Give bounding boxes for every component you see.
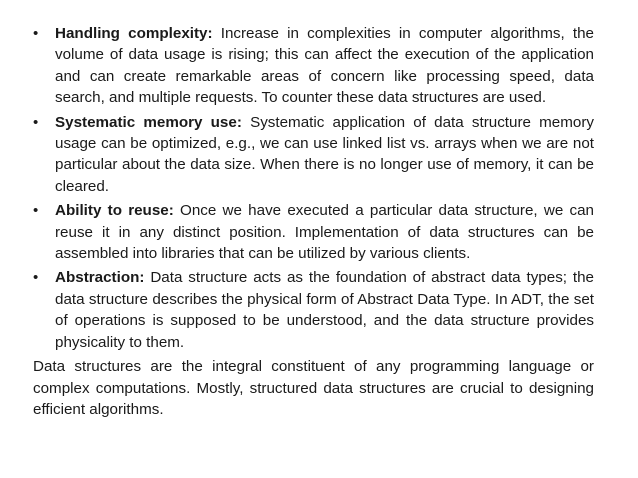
bullet-term: Ability to reuse: (55, 202, 174, 220)
bullet-item-abstraction (33, 267, 594, 353)
closing-paragraph: Data structures are the integral constituent of any programming language or complex computations. Mostly, structured data structures are crucial to designing efficient algorithms. (33, 358, 594, 418)
bullet-text: Systematic application of data structure memory usage can be optimized, e.g., we can use linked list vs. arrays when we are not particular about the data size. When there is no longer use of memory, it can be cleared. (55, 113, 594, 195)
bullet-term: Handling complexity: (55, 25, 213, 42)
bullet-text: Increase in complexities in computer algorithms, the volume of data usage is rising; this can affect the execution of the application and can create remarkable areas of concern like processing speed, data search, and multiple requests. To counter these data structures are used. (55, 25, 594, 107)
bullet-item-ability-to-reuse (33, 200, 594, 264)
bullet-dot-icon: • (33, 202, 39, 220)
bullet-term: Systematic memory use: (55, 113, 242, 131)
bullet-text: Data structure acts as the foundation of abstract data types; the data structure describes the physical form of Abstract Data Type. In ADT, the set of operations is supposed to be understood, and the data structure provides physicality to them. (55, 269, 594, 351)
bullet-dot-icon: • (33, 269, 39, 287)
bullet-dot-icon: • (33, 113, 39, 131)
bullet-text: Once we have executed a particular data structure, we can reuse it in any distinct position. Implementation of data structures can be assembled into libraries that can be utilized by various clients. (55, 202, 594, 263)
bullet-dot-icon: • (33, 25, 39, 42)
bullet-term: Abstraction: (55, 269, 145, 287)
bullet-list (33, 23, 594, 353)
bullet-item-systematic-memory-use (33, 112, 594, 198)
bullet-item-handling-complexity (33, 23, 594, 109)
